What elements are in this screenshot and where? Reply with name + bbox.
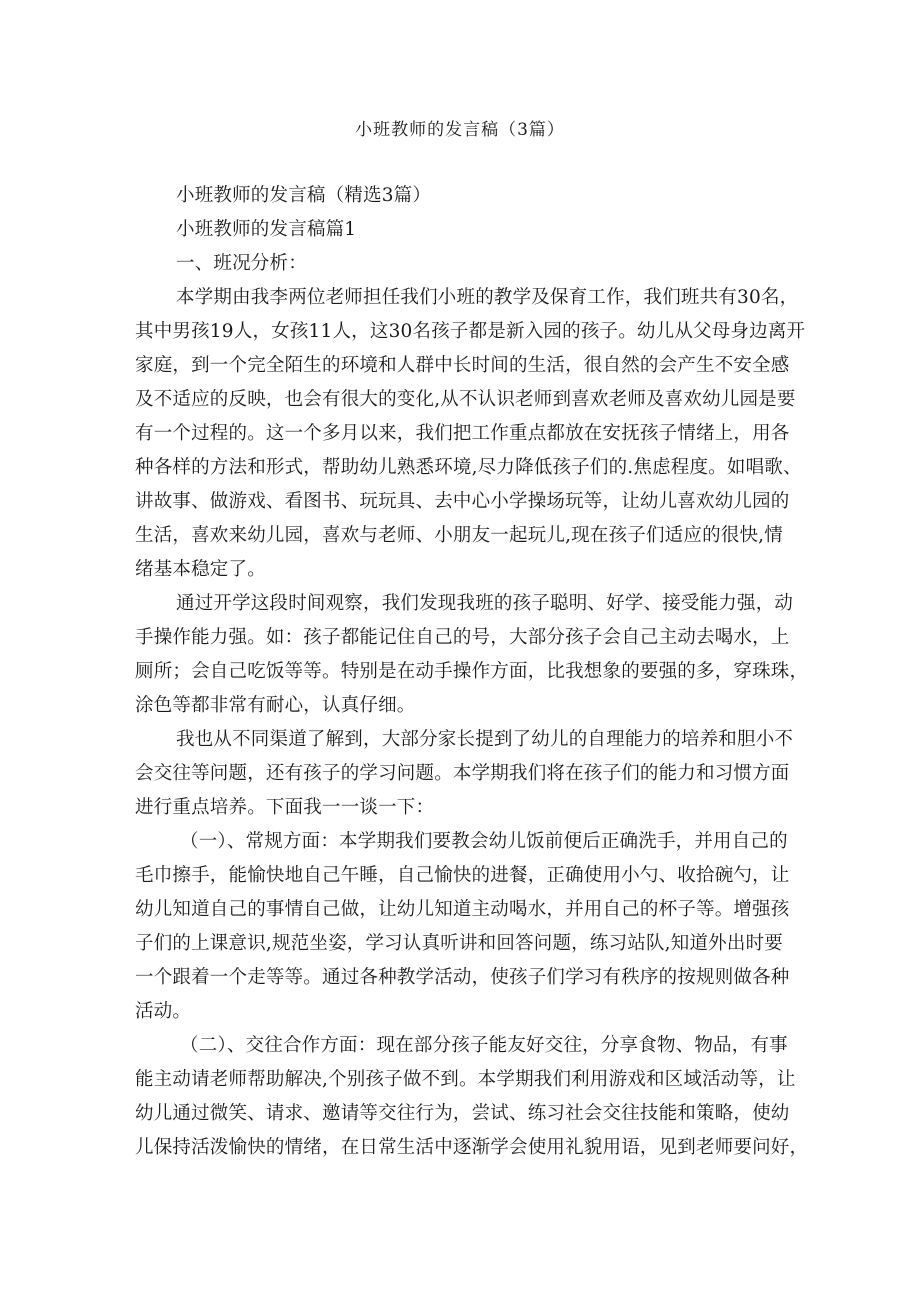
paragraph-line: 我也从不同渠道了解到，大部分家长提到了幼儿的自理能力的培养和胆小不: [176, 729, 794, 750]
paragraph-line: 儿保持活泼愉快的情绪，在日常生活中逐渐学会使用礼貌用语，见到老师要问好，: [135, 1137, 809, 1158]
paragraph-line: 讲故事、做游戏、看图书、玩玩具、去中心小学操场玩等，让幼儿喜欢幼儿园的: [135, 491, 790, 512]
section-heading: 小班教师的发言稿篇1: [176, 219, 357, 240]
paragraph-line: 涂色等都非常有耐心，认真仔细。: [135, 695, 416, 716]
paragraph-line: 能主动请老师帮助解决,个别孩子做不到。本学期我们利用游戏和区域活动等，让: [135, 1069, 796, 1090]
paragraph-line: （二）、交往合作方面：现在部分孩子能友好交往，分享食物、物品，有事: [180, 1035, 788, 1056]
paragraph-line: 其中男孩19人，女孩11人，这30名孩子都是新入园的孩子。幼儿从父母身边离开: [135, 321, 806, 342]
paragraph-line: 子们的上课意识,规范坐姿，学习认真听讲和回答问题，练习站队,知道外出时要: [135, 933, 783, 954]
document-subtitle: 小班教师的发言稿（精选3篇）: [176, 185, 432, 206]
paragraph-line: 手操作能力强。如：孩子都能记住自己的号，大部分孩子会自己主动去喝水，上: [135, 627, 790, 648]
paragraph-line: 生活，喜欢来幼儿园，喜欢与老师、小朋友一起玩儿,现在孩子们适应的很快,情: [135, 525, 783, 546]
paragraph-line: 通过开学这段时间观察，我们发现我班的孩子聪明、好学、接受能力强，动: [176, 593, 794, 614]
paragraph-line: 种各样的方法和形式，帮助幼儿熟悉环境,尽力降低孩子们的.焦虑程度。如唱歌、: [135, 457, 802, 478]
paragraph-line: 及不适应的反映，也会有很大的变化,从不认识老师到喜欢老师及喜欢幼儿园是要: [135, 389, 796, 410]
paragraph-line: 活动。: [135, 1001, 192, 1022]
paragraph-line: 有一个过程的。这一个多月以来，我们把工作重点都放在安抚孩子情绪上，用各: [135, 423, 790, 444]
paragraph-line: 绪基本稳定了。: [135, 559, 266, 580]
paragraph-line: 会交往等问题，还有孩子的学习问题。本学期我们将在孩子们的能力和习惯方面: [135, 763, 790, 784]
paragraph-line: 幼儿通过微笑、请求、邀请等交往行为，尝试、练习社会交往技能和策略，使幼: [135, 1103, 790, 1124]
part-heading: 一、班况分析：: [176, 253, 307, 274]
document-title: 小班教师的发言稿（3篇）: [355, 120, 565, 140]
paragraph-line: 幼儿知道自己的事情自己做，让幼儿知道主动喝水，并用自己的杯子等。增强孩: [135, 899, 790, 920]
paragraph-line: 一个跟着一个走等等。通过各种教学活动，使孩子们学习有秩序的按规则做各种: [135, 967, 790, 988]
paragraph-line: 本学期由我李两位老师担任我们小班的教学及保育工作，我们班共有30名，: [176, 287, 799, 308]
paragraph-line: （一）、常规方面：本学期我们要教会幼儿饭前便后正确洗手，并用自己的: [180, 831, 788, 852]
paragraph-line: 家庭，到一个完全陌生的环境和人群中长时间的生活，很自然的会产生不安全感: [135, 355, 790, 376]
paragraph-line: 厕所；会自己吃饭等等。特别是在动手操作方面，比我想象的要强的多，穿珠珠，: [135, 661, 809, 682]
paragraph-line: 毛巾擦手，能愉快地自己午睡，自己愉快的进餐，正确使用小勺、收拾碗勺，让: [135, 865, 790, 886]
paragraph-line: 进行重点培养。下面我一一谈一下：: [135, 797, 435, 818]
